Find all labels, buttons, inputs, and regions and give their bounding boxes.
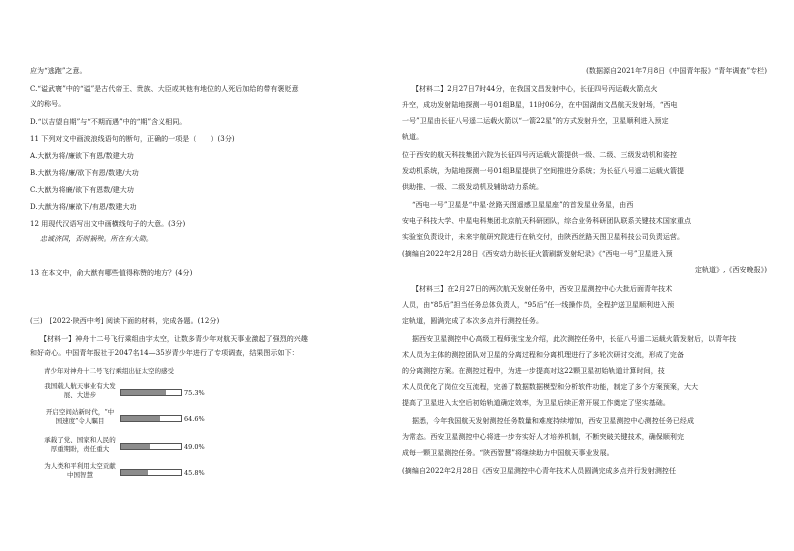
material-three-line: 的分离测控方案。在测控过程中，为进一步提高对这22颗卫星初始轨道计算时间，技 [402,367,665,375]
material-three-line: 据悉，今年我国航天发射测控任务数量和难度持续增加，西安卫星测控中心测控任务已经成 [412,417,694,425]
material-three-line: 据西安卫星测控中心高级工程师张宝龙介绍，此次测控任务中，长征八号遥二运载火箭发射后，以青年技 [412,335,737,343]
choice-c: C.大猷为将廉/欲下有恩数/建大功 [30,186,134,194]
material-three-line: 定轨道，圆满完成了本次多点并行测控任务。 [402,317,543,325]
chart-value-label: 64.6% [184,415,205,423]
section-three-header: (三) [2022·陕西中考] 阅读下面的材料，完成各题。(12分) [30,317,220,325]
material-two-line: 升空，成功发射陆地探测一号01组B星，11时06分，在中国湖南文昌航天发射场，“西电 [402,101,678,109]
choice-a: A.大猷为将/廉欲下有恩/数建大功 [30,152,134,160]
material-two-line: 位于西安的航天科技集团六院为长征四号丙运载火箭提供一级、二级、三级发动机和姿控 [402,151,677,159]
material-three-line: 人员，由“85后”担当任务总体负责人，“95后”任一线操作员，全程护送卫星顺利进入预 [402,301,675,309]
material-three-line: 成每一颗卫星测控任务。“陕西智慧”将继续助力中国航天事业发展。 [402,449,614,457]
text-line: 义的称号。 [30,100,66,108]
chart-bar-track [120,415,182,422]
option-c: C.“谥武寰”中的“谥”是古代帝王、贵族、大臣或其他有地位的人死后加给的带有褒贬意 [30,85,299,93]
chart-bar-track [120,389,182,396]
material-two-line: 【材料二】2月27日7时44分，在我国文昌发射中心，长征四号丙运载火箭点火 [412,85,658,93]
question-11: 11 下列对文中画波浪线语句的断句，正确的一项是（ ）(3分) [30,135,235,143]
chart-bar [121,470,148,475]
option-d: D.“以吉望自期”与“不期而遇”中的“期”含义相同。 [30,118,187,126]
source-note: (数据源自2021年7月8日《中国青年报》“青年调查”专栏) [586,67,767,75]
choice-b: B.大猷为将/廉/欲下有恩/数建/大功 [30,169,139,177]
chart-value-label: 49.0% [184,443,205,451]
material-two-line: 一号”卫星由长征八号遥二运载火箭以“一箭22星”的方式发射升空，卫星顺利进入预定 [402,117,669,125]
chart-bar-track [120,443,182,450]
material-three-line: 提高了卫星进入太空后初始轨道确定效率，为卫星后续正常开展工作奠定了坚实基础。 [402,399,670,407]
material-two-line: 实验室负责设计，未来宇航研究院进行在轨交付，由陕西丝路天图卫星科技公司负责运营。 [402,233,684,241]
chart-bar-track [120,469,182,476]
chart-bar [121,444,150,449]
material-two-source-end: 定轨道》,《西安晚报》) [694,266,767,274]
chart-category-label: 承载了党、国家和人民的厚重期盼，责任重大 [44,436,116,453]
material-one-line: 和好奇心。中国青年报社于2047名14—35岁青少年进行了专项调查，结果图示如下： [30,349,299,357]
material-three-source: (摘编自2022年2月28日《西安卫星测控中心青年技术人员圆满完成多点并行发射测控任 [402,467,677,475]
chart-bar [121,416,160,421]
text-line: 应为“逃跑”之意。 [30,67,87,75]
question-13: 13 在本文中，俞大猷有哪些值得称赞的地方？(4分) [30,269,193,277]
material-one-line: 【材料一】神舟十二号飞行乘组由宇太空，让数多青少年对航天事业激起了强烈的兴趣 [40,335,308,343]
material-three-line: 术人员为主体的测控团队对卫星的分离过程和分离机理进行了多轮次研讨交流，形成了完备 [402,351,684,359]
material-two-line: “西电一号”卫星是“中星·丝路天图遥感卫星星座”的首发星业务星，由西 [412,201,634,209]
material-two-line: 轨道。 [402,133,424,141]
chart-value-label: 45.8% [184,469,205,477]
question-12: 12 用现代汉语写出文中画横线句子的大意。(3分) [30,220,186,228]
material-three-line: 为常态。西安卫星测控中心将进一步夯实好人才培养机制，不断突破关键技术，确保顺利完 [402,433,684,441]
chart-category-label: 开启空间站新时代，“中国速度”令人瞩目 [45,408,115,425]
chart-title: 青少年对神舟十二号飞行乘组出征太空的感受 [44,367,174,375]
chart-value-label: 75.3% [184,389,205,397]
material-three-line: 术人员优化了岗位交互流程，完善了数据数据模型和分析软件功能，制定了多个方案预案，大大 [402,383,699,391]
material-two-line: 发动机系统，为陆地探测一号01组B星提供了空间推进分系统；为长征八号遥二运载火箭提 [402,167,685,175]
material-two-line: 供助推、一级、二级发动机及辅助动力系统。 [402,183,543,191]
chart-category-label: 为人类和平利用太空贡献中国智慧 [44,462,116,479]
choice-d: D.大猷为将/廉欲下/有恩/数建大功 [30,203,137,211]
material-two-source: (摘编自2022年2月28日《西安动力助长征火箭刷新发射纪录》《“西电一号”卫星进入预 [402,250,673,258]
handwritten-answer: 忠诚济国，否则祸殃。所在有大勋。 [40,235,153,243]
chart-bar [121,390,166,395]
material-two-line: 安电子科技大学、中星电科集团北京航天科研团队，综合业务科研团队联系关键技术国家重点 [402,217,692,225]
chart-category-label: 我国载人航天事业有大发展、大进步 [44,382,116,399]
material-three-line: 【材料三】在2月27日的两次航天发射任务中，西安卫星测控中心大批后面青年技术 [412,285,673,293]
